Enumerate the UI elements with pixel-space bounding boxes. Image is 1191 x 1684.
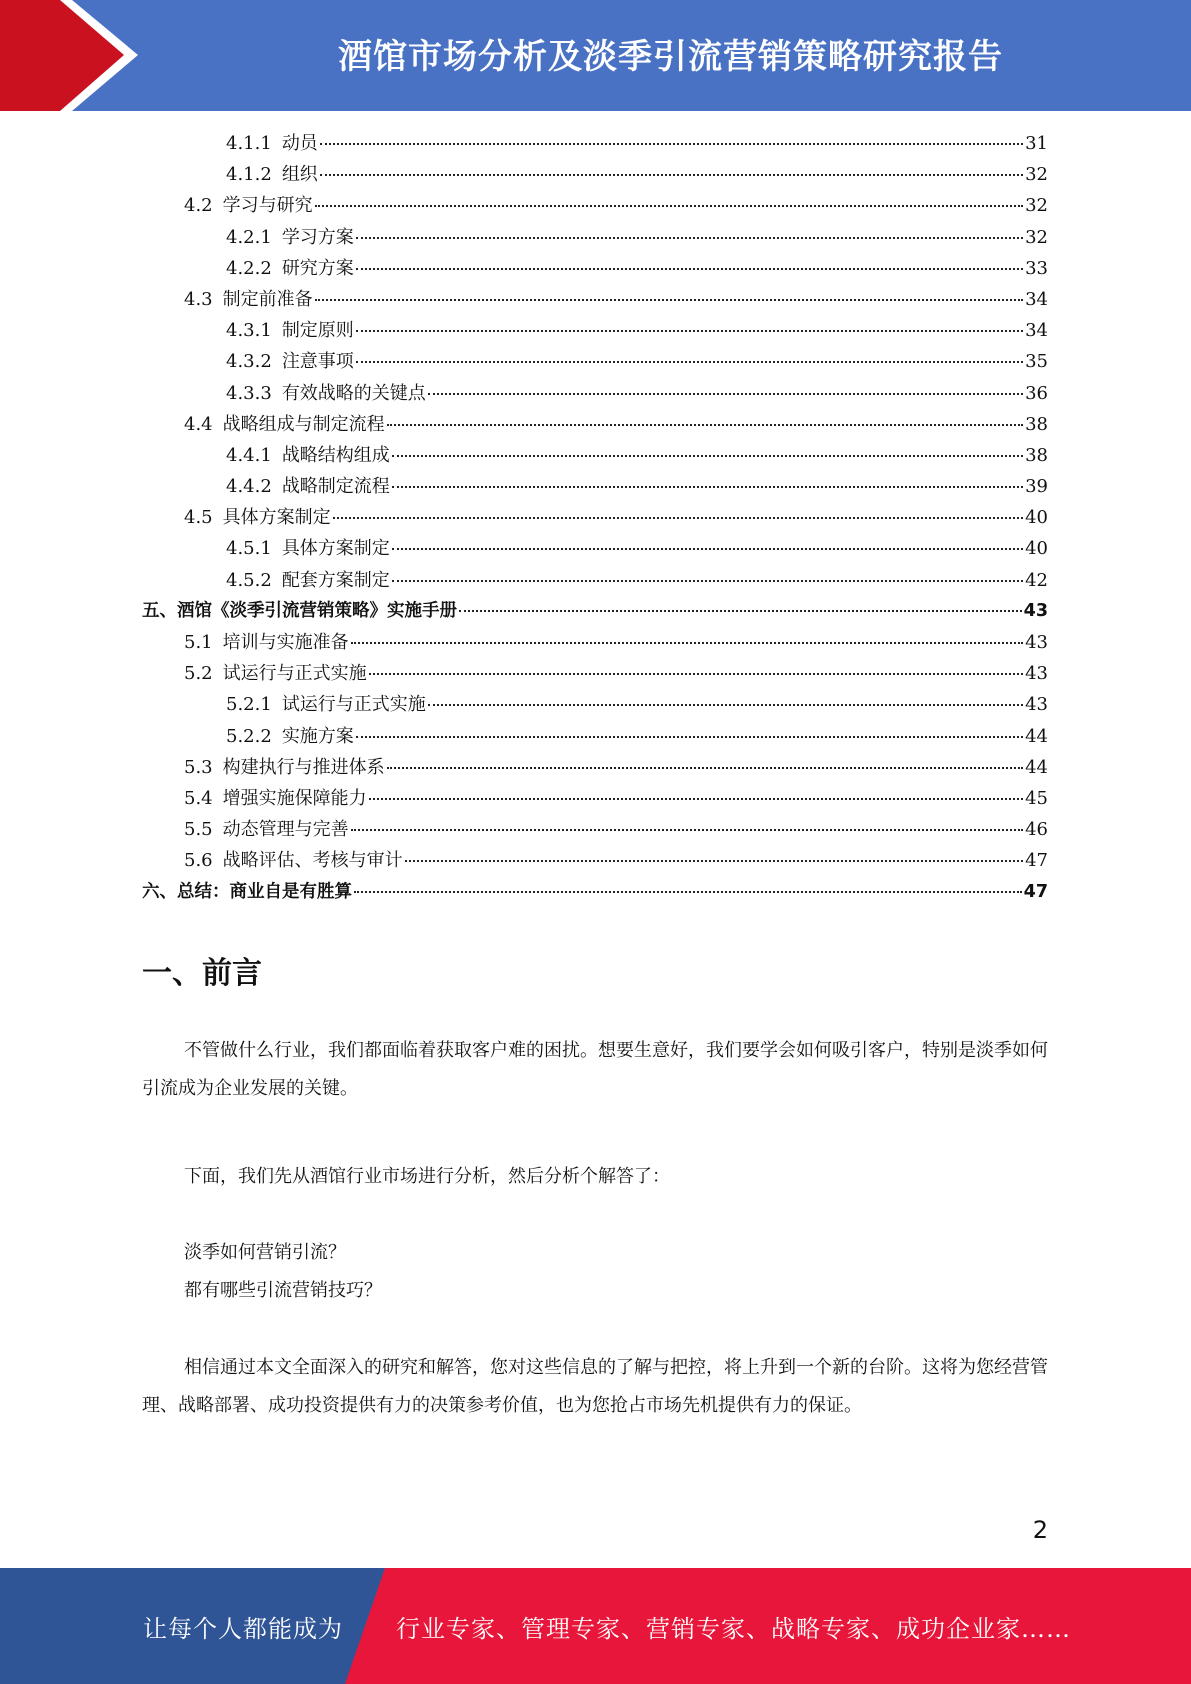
header-banner [0, 0, 1191, 111]
toc-entry-title: 试运行与正式实施 [281, 694, 426, 716]
toc-leader-dots [428, 704, 1023, 706]
toc-entry-title: 战略组成与制定流程 [222, 413, 385, 435]
toc-entry-number: 5.3 [184, 756, 213, 778]
toc-entry[interactable] [142, 752, 1048, 783]
toc-entry-title: 增强实施保障能力 [222, 787, 367, 809]
toc-entry[interactable] [142, 533, 1048, 564]
toc-entry-title: 有效战略的关键点 [281, 382, 426, 404]
toc-leader-dots [356, 736, 1023, 738]
toc-entry[interactable] [142, 814, 1048, 845]
toc-leader-dots [369, 673, 1023, 675]
toc-entry-number: 4.4.2 [226, 476, 272, 498]
toc-entry-page: 31 [1025, 133, 1048, 154]
toc-entry-title: 动员 [281, 133, 318, 154]
toc-entry-number: 5.2.2 [226, 725, 272, 747]
toc-entry-page: 40 [1025, 507, 1048, 529]
toc-entry[interactable] [142, 689, 1048, 720]
toc-leader-dots [315, 299, 1023, 301]
toc-entry-number: 4.5 [184, 507, 213, 529]
toc-entry-number: 4.4 [184, 413, 213, 435]
toc-leader-dots [356, 330, 1023, 332]
toc-leader-dots [387, 767, 1023, 769]
toc-entry[interactable] [142, 721, 1048, 752]
toc-entry-title: 学习与研究 [222, 195, 313, 217]
toc-entry-title: 学习方案 [281, 226, 354, 248]
toc-entry-title: 制定原则 [281, 320, 354, 342]
toc-entry-title: 战略结构组成 [281, 444, 390, 466]
toc-leader-dots [356, 237, 1023, 239]
toc-entry-page: 43 [1025, 632, 1048, 653]
toc-leader-dots [356, 361, 1023, 363]
toc-leader-dots [387, 424, 1023, 426]
toc-leader-dots [356, 268, 1023, 270]
toc-entry[interactable] [142, 658, 1048, 689]
toc-entry-number: 4.3.3 [226, 382, 272, 404]
toc-entry[interactable] [142, 502, 1048, 533]
toc-entry[interactable] [142, 128, 1048, 159]
toc-entry-number: 4.1.1 [226, 133, 272, 154]
toc-leader-dots [405, 860, 1023, 862]
toc-leader-dots [369, 798, 1023, 800]
toc-entry[interactable] [142, 346, 1048, 377]
toc-entry[interactable] [142, 440, 1048, 471]
toc-entry[interactable] [142, 471, 1048, 502]
toc-entry[interactable] [142, 783, 1048, 814]
toc-entry-number: 5.2 [184, 663, 213, 685]
toc-entry-page: 34 [1025, 320, 1048, 342]
footer-slogan-right: 行业专家、管理专家、营销专家、战略专家、成功企业家…… [396, 1614, 1071, 1643]
toc-entry[interactable] [142, 190, 1048, 221]
toc-entry-page: 39 [1025, 476, 1048, 498]
toc-entry-number: 4.5.2 [226, 569, 272, 591]
toc-leader-dots [354, 891, 1022, 893]
toc-entry-title: 战略制定流程 [281, 476, 390, 498]
toc-entry-title: 配套方案制定 [281, 569, 390, 591]
toc-entry-page: 43 [1025, 663, 1048, 685]
toc-entry-title: 培训与实施准备 [222, 632, 349, 653]
toc-entry[interactable] [142, 565, 1048, 596]
toc-entry-page: 34 [1025, 288, 1048, 310]
toc-leader-dots [351, 642, 1023, 644]
toc-entry-page: 32 [1025, 164, 1048, 186]
toc-entry-number: 4.3.1 [226, 320, 272, 342]
toc-entry-page: 46 [1025, 819, 1048, 841]
toc-entry-title: 注意事项 [281, 351, 354, 373]
footer-slogan-left: 让每个人都能成为 [143, 1614, 343, 1643]
toc-entry-page: 32 [1025, 195, 1048, 217]
toc-entry-title: 战略评估、考核与审计 [222, 850, 403, 872]
toc-entry[interactable] [142, 253, 1048, 284]
toc-entry-number: 4.3.2 [226, 351, 272, 373]
toc-leader-dots [320, 174, 1023, 176]
toc-entry-page: 32 [1025, 226, 1048, 248]
toc-entry-page: 45 [1025, 787, 1048, 809]
toc-entry-page: 33 [1025, 257, 1048, 279]
toc-leader-dots [392, 455, 1023, 457]
toc-entry-page: 38 [1025, 444, 1048, 466]
toc-entry-number: 5.1 [184, 632, 213, 653]
section-title: 一、前言 [142, 956, 262, 991]
question-2: 都有哪些引流营销技巧？ [184, 1280, 382, 1301]
toc-entry-page: 42 [1025, 569, 1048, 591]
toc-leader-dots [392, 548, 1023, 550]
toc-entry-page: 47 [1025, 850, 1048, 872]
toc-entry[interactable] [142, 627, 1048, 658]
toc-entry[interactable] [142, 222, 1048, 253]
toc-entry-title: 五、酒馆《淡季引流营销策略》实施手册 [142, 600, 457, 621]
toc-entry-page: 44 [1025, 725, 1048, 747]
intro-paragraph: 不管做什么行业，我们都面临着获取客户难的困扰。想要生意好，我们要学会如何吸引客户，特别是淡季如何引流成为企业发展的关键。 [142, 1040, 1048, 1099]
toc-leader-dots [392, 580, 1023, 582]
footer-banner [0, 1568, 1191, 1684]
toc-entry-page: 44 [1025, 756, 1048, 778]
toc-leader-dots [428, 393, 1023, 395]
toc-entry[interactable] [142, 315, 1048, 346]
toc-entry-number: 5.6 [184, 850, 213, 872]
toc-leader-dots [333, 517, 1023, 519]
toc-leader-dots [459, 610, 1022, 612]
toc-entry-number: 5.4 [184, 787, 213, 809]
red-arrow-decoration [0, 0, 160, 111]
toc-entry-page: 36 [1025, 382, 1048, 404]
toc-entry-title: 构建执行与推进体系 [222, 756, 385, 778]
toc-entry[interactable] [142, 877, 1048, 908]
toc-entry-number: 4.2 [184, 195, 213, 217]
toc-entry-title: 具体方案制定 [222, 507, 331, 529]
toc-entry-number: 4.2.1 [226, 226, 272, 248]
toc-entry-page: 43 [1025, 694, 1048, 716]
toc-entry-title: 试运行与正式实施 [222, 663, 367, 685]
toc-entry-title: 制定前准备 [222, 288, 313, 310]
toc-entry-title: 实施方案 [281, 725, 354, 747]
toc-entry-number: 4.4.1 [226, 444, 272, 466]
closing-paragraph: 相信通过本文全面深入的研究和解答，您对这些信息的了解与把控，将上升到一个新的台阶。这将为您经营管理、战略部署、成功投资提供有力的决策参考价值，也为您抢占市场先机提供有力的保证。 [142, 1357, 1048, 1416]
toc-entry-number: 4.3 [184, 288, 213, 310]
toc-entry-title: 六、总结：商业自是有胜算 [142, 881, 352, 902]
toc-entry-number: 5.2.1 [226, 694, 272, 716]
toc-entry-page: 35 [1025, 351, 1048, 373]
toc-entry-number: 4.5.1 [226, 538, 272, 560]
document-title: 酒馆市场分析及淡季引流营销策略研究报告 [338, 36, 1003, 77]
toc-entry-page: 40 [1025, 538, 1048, 560]
toc-leader-dots [351, 829, 1023, 831]
toc-entry[interactable] [142, 284, 1048, 315]
toc-entry-page: 47 [1023, 881, 1048, 902]
toc-leader-dots [320, 143, 1023, 145]
page-number: 2 [1032, 1516, 1048, 1544]
toc-entry-page: 43 [1023, 600, 1048, 621]
toc-entry-title: 组织 [281, 164, 318, 186]
toc-entry-title: 动态管理与完善 [222, 819, 349, 841]
question-1: 淡季如何营销引流？ [184, 1242, 346, 1263]
toc-entry-number: 5.5 [184, 819, 213, 841]
table-of-contents [142, 128, 1048, 908]
toc-leader-dots [392, 486, 1023, 488]
toc-entry[interactable] [142, 409, 1048, 440]
toc-entry-page: 38 [1025, 413, 1048, 435]
toc-entry[interactable] [142, 596, 1048, 627]
toc-entry[interactable] [142, 378, 1048, 409]
intro-paragraph-2: 下面，我们先从酒馆行业市场进行分析，然后分析个解答了： [184, 1166, 670, 1187]
toc-entry-title: 具体方案制定 [281, 538, 390, 560]
toc-entry-number: 4.2.2 [226, 257, 272, 279]
toc-entry[interactable] [142, 159, 1048, 190]
toc-leader-dots [315, 205, 1023, 207]
toc-entry[interactable] [142, 845, 1048, 876]
toc-entry-number: 4.1.2 [226, 164, 272, 186]
toc-entry-title: 研究方案 [281, 257, 354, 279]
